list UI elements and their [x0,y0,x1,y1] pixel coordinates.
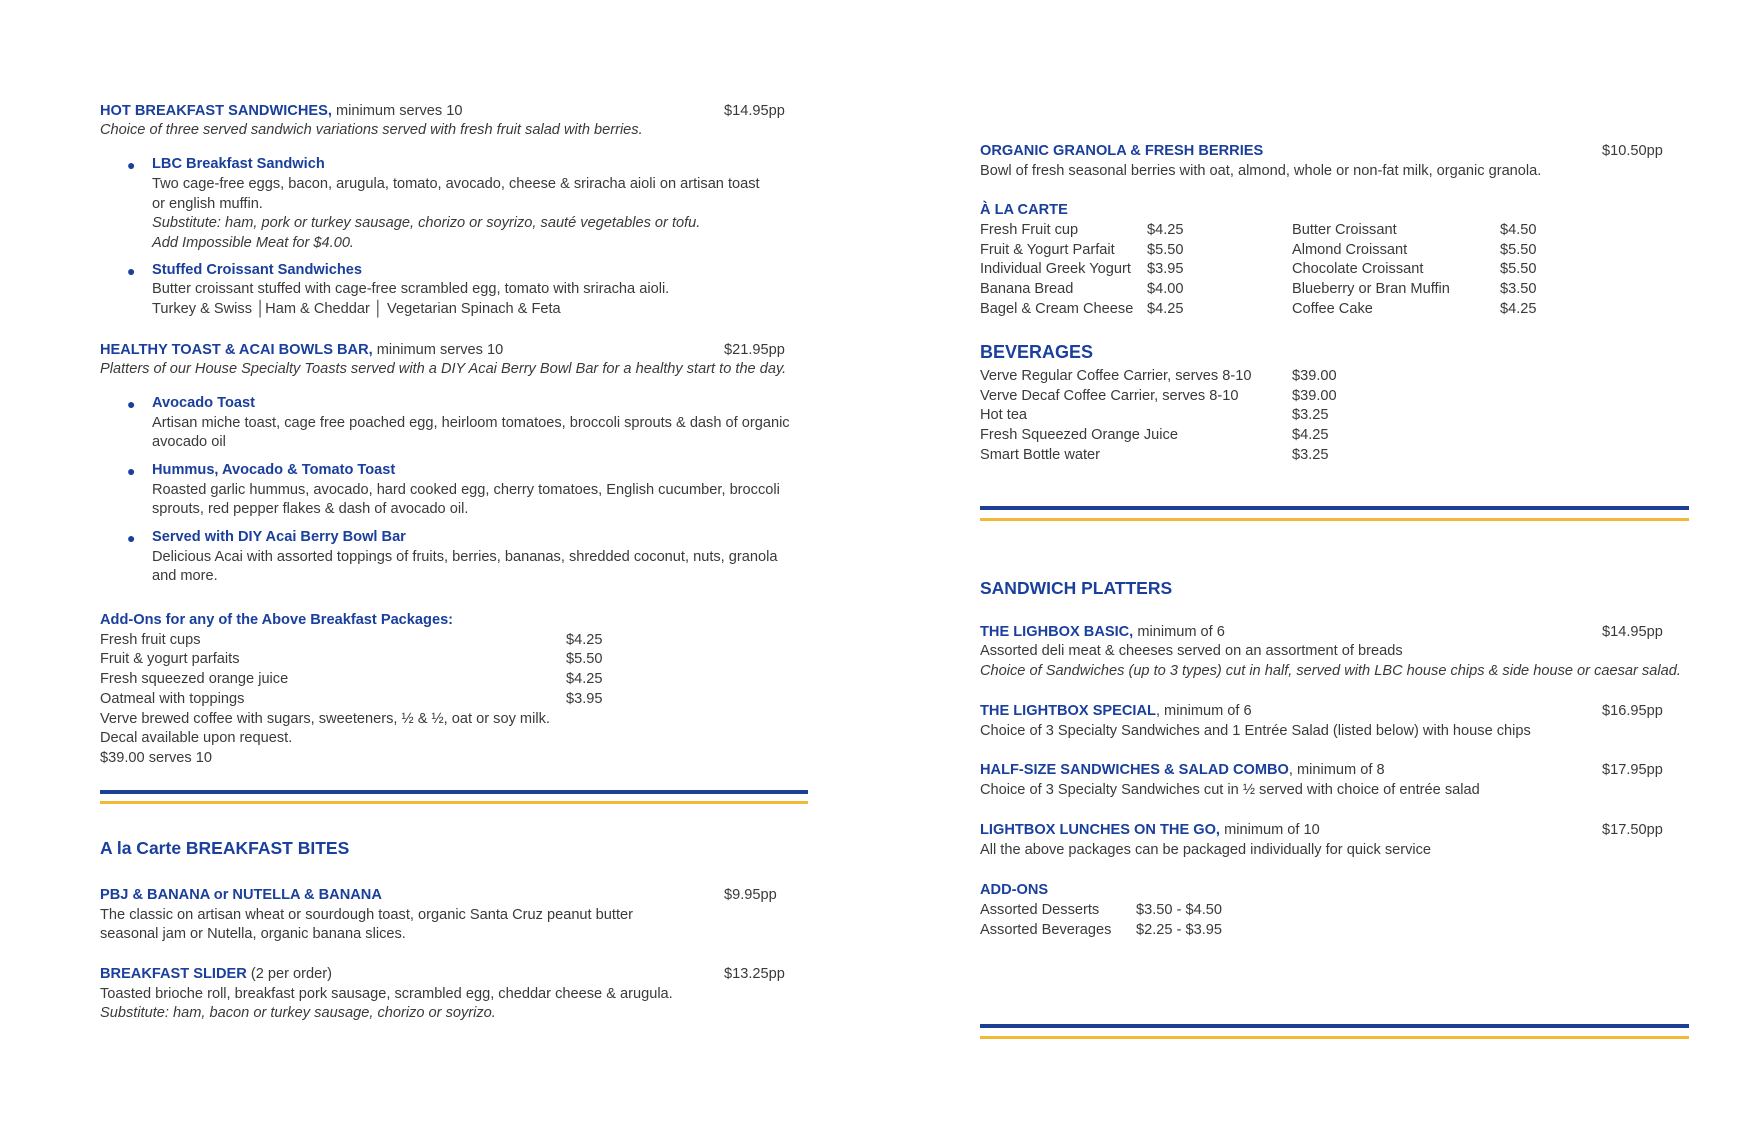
alacarte-item-price: $3.50 [1500,281,1537,297]
alacarte-item-price: $4.25 [1147,222,1184,238]
granola-title: ORGANIC GRANOLA & FRESH BERRIES [980,143,1264,159]
hummus-toast-name: Hummus, Avocado & Tomato Toast [152,462,396,478]
divider-blue [980,506,1689,510]
lighbox-basic-choice: Choice of Sandwiches (up to 3 types) cut in half, served with LBC house chips & side house or caesar salad. [980,663,1681,679]
addon-label: Fresh fruit cups [100,632,201,648]
divider-gold [100,801,808,804]
breakfast-addons-title: Add-Ons for any of the Above Breakfast Packages: [100,612,454,628]
addon-price: $4.25 [566,632,603,648]
beverage-label: Hot tea [980,407,1028,423]
lighbox-basic-heading [980,622,1225,642]
coffee-addon-line2: Decal available upon request. [100,730,293,746]
hot-breakfast-heading [100,101,462,121]
lunches-on-the-go-note: minimum of 10 [1224,822,1320,838]
acai-bar-line2: and more. [152,568,218,584]
beverage-label: Verve Regular Coffee Carrier, serves 8-10 [980,368,1252,384]
alacarte-title: À LA CARTE [980,202,1068,218]
hot-breakfast-price: $14.95pp [724,103,785,119]
lunches-on-the-go-line: All the above packages can be packaged individually for quick service [980,842,1432,858]
platter-addons-title: ADD-ONS [980,882,1049,898]
alacarte-item-label: Individual Greek Yogurt [980,261,1131,277]
hummus-toast-line1: Roasted garlic hummus, avocado, hard cooked egg, cherry tomatoes, English cucumber, broccoli [152,482,780,498]
avocado-toast-line1: Artisan miche toast, cage free poached egg, heirloom tomatoes, broccoli sprouts & dash of organic [152,415,790,431]
pbj-line2: seasonal jam or Nutella, organic banana slices. [100,926,406,942]
slider-note: (2 per order) [250,966,332,982]
stuffed-croissant-name: Stuffed Croissant Sandwiches [152,262,363,278]
slider-heading [100,964,332,984]
divider-blue [980,1024,1689,1028]
platter-addon-price: $2.25 - $3.95 [1136,922,1223,938]
alacarte-item-price: $4.25 [1500,301,1537,317]
lunches-on-the-go-heading [980,820,1320,840]
acai-bar-name: Served with DIY Acai Berry Bowl Bar [152,529,406,545]
half-size-combo-heading [980,760,1385,780]
healthy-toast-desc: Platters of our House Specialty Toasts served with a DIY Acai Berry Bowl Bar for a healthy start to the day. [100,361,787,377]
hot-breakfast-desc: Choice of three served sandwich variations served with fresh fruit salad with berries. [100,122,643,138]
platter-addon-label: Assorted Beverages [980,922,1112,938]
lbc-sandwich-addon: Add Impossible Meat for $4.00. [152,235,354,251]
alacarte-item-price: $5.50 [1500,261,1537,277]
alacarte-item-label: Bagel & Cream Cheese [980,301,1134,317]
alacarte-item-price: $5.50 [1500,242,1537,258]
healthy-toast-note: minimum serves 10 [376,342,504,358]
breakfast-bites-section-title: A la Carte BREAKFAST BITES [100,838,350,858]
hot-breakfast-title: HOT BREAKFAST SANDWICHES, [100,103,332,119]
alacarte-item-label: Banana Bread [980,281,1074,297]
slider-price: $13.25pp [724,966,785,982]
platter-addon-price: $3.50 - $4.50 [1136,902,1223,918]
avocado-toast-name: Avocado Toast [152,395,255,411]
stuffed-croissant-line2: Turkey & Swiss │Ham & Cheddar │ Vegetarian Spinach & Feta [152,301,561,317]
lightbox-special-line: Choice of 3 Specialty Sandwiches and 1 Entrée Salad (listed below) with house chips [980,723,1531,739]
beverages-title: BEVERAGES [980,342,1094,362]
alacarte-item-label: Fruit & Yogurt Parfait [980,242,1115,258]
granola-price: $10.50pp [1602,143,1663,159]
alacarte-item-price: $3.95 [1147,261,1184,277]
healthy-toast-title: HEALTHY TOAST & ACAI BOWLS BAR, [100,342,373,358]
hummus-toast-line2: sprouts, red pepper flakes & dash of avocado oil. [152,501,469,517]
half-size-combo-line: Choice of 3 Specialty Sandwiches cut in ½ served with choice of entrée salad [980,782,1480,798]
lightbox-special-title: THE LIGHTBOX SPECIAL [980,703,1156,719]
half-size-combo-price: $17.95pp [1602,762,1663,778]
addon-label: Oatmeal with toppings [100,691,245,707]
healthy-toast-heading [100,340,503,360]
beverage-price: $39.00 [1292,388,1337,404]
alacarte-item-label: Fresh Fruit cup [980,222,1079,238]
lbc-sandwich-line1: Two cage-free eggs, bacon, arugula, tomato, avocado, cheese & sriracha aioli on artisan toast [152,176,760,192]
pbj-title: PBJ & BANANA or NUTELLA & BANANA [100,887,382,903]
alacarte-item-label: Blueberry or Bran Muffin [1292,281,1450,297]
divider-gold [980,1036,1689,1039]
addon-label: Fruit & yogurt parfaits [100,651,240,667]
stuffed-croissant-line1: Butter croissant stuffed with cage-free scrambled egg, tomato with sriracha aioli. [152,281,670,297]
addon-price: $3.95 [566,691,603,707]
sandwich-platters-section-title: SANDWICH PLATTERS [980,578,1173,598]
lbc-sandwich-name: LBC Breakfast Sandwich [152,156,325,172]
lighbox-basic-price: $14.95pp [1602,624,1663,640]
lbc-sandwich-line2: or english muffin. [152,196,263,212]
pbj-price: $9.95pp [724,887,777,903]
lightbox-special-price: $16.95pp [1602,703,1663,719]
healthy-toast-price: $21.95pp [724,342,785,358]
granola-desc: Bowl of fresh seasonal berries with oat, almond, whole or non-fat milk, organic granola. [980,163,1542,179]
pbj-line1: The classic on artisan wheat or sourdough toast, organic Santa Cruz peanut butter [100,907,633,923]
coffee-addon-line1: Verve brewed coffee with sugars, sweeteners, ½ & ½, oat or soy milk. [100,711,550,727]
half-size-combo-title: HALF-SIZE SANDWICHES & SALAD COMBO [980,762,1289,778]
lighbox-basic-line: Assorted deli meat & cheeses served on an assortment of breads [980,643,1403,659]
beverage-price: $3.25 [1292,407,1329,423]
alacarte-item-price: $5.50 [1147,242,1184,258]
lighbox-basic-title: THE LIGHBOX BASIC, [980,624,1134,640]
slider-title: BREAKFAST SLIDER [100,966,247,982]
lightbox-special-note: , minimum of 6 [1155,703,1252,719]
lbc-sandwich-substitute: Substitute: ham, pork or turkey sausage, chorizo or soyrizo, sauté vegetables or tofu. [152,215,701,231]
avocado-toast-line2: avocado oil [152,434,226,450]
divider-gold [980,518,1689,521]
beverage-price: $39.00 [1292,368,1337,384]
beverage-price: $3.25 [1292,447,1329,463]
alacarte-item-label: Chocolate Croissant [1292,261,1424,277]
acai-bar-line1: Delicious Acai with assorted toppings of fruits, berries, bananas, shredded coconut, nuts, granola [152,549,778,565]
alacarte-item-label: Butter Croissant [1292,222,1397,238]
addon-price: $4.25 [566,671,603,687]
coffee-addon-line3: $39.00 serves 10 [100,750,212,766]
bullet-icon: ● [127,530,136,546]
alacarte-item-price: $4.50 [1500,222,1537,238]
bullet-icon: ● [127,157,136,173]
lunches-on-the-go-title: LIGHTBOX LUNCHES ON THE GO, [980,822,1220,838]
beverage-label: Verve Decaf Coffee Carrier, serves 8-10 [980,388,1239,404]
alacarte-item-label: Almond Croissant [1292,242,1408,258]
bullet-icon: ● [127,396,136,412]
hot-breakfast-note: minimum serves 10 [335,103,463,119]
addon-label: Fresh squeezed orange juice [100,671,289,687]
lighbox-basic-note: minimum of 6 [1137,624,1225,640]
slider-line1: Toasted brioche roll, breakfast pork sausage, scrambled egg, cheddar cheese & arugula. [100,986,673,1002]
addon-price: $5.50 [566,651,603,667]
alacarte-item-label: Coffee Cake [1292,301,1373,317]
beverage-label: Fresh Squeezed Orange Juice [980,427,1178,443]
bullet-icon: ● [127,263,136,279]
platter-addon-label: Assorted Desserts [980,902,1100,918]
lightbox-special-heading [980,701,1252,721]
beverage-label: Smart Bottle water [980,447,1101,463]
half-size-combo-note: , minimum of 8 [1288,762,1385,778]
alacarte-item-price: $4.00 [1147,281,1184,297]
lunches-on-the-go-price: $17.50pp [1602,822,1663,838]
bullet-icon: ● [127,463,136,479]
alacarte-item-price: $4.25 [1147,301,1184,317]
divider-blue [100,790,808,794]
beverage-price: $4.25 [1292,427,1329,443]
slider-substitute: Substitute: ham, bacon or turkey sausage, chorizo or soyrizo. [100,1005,496,1021]
